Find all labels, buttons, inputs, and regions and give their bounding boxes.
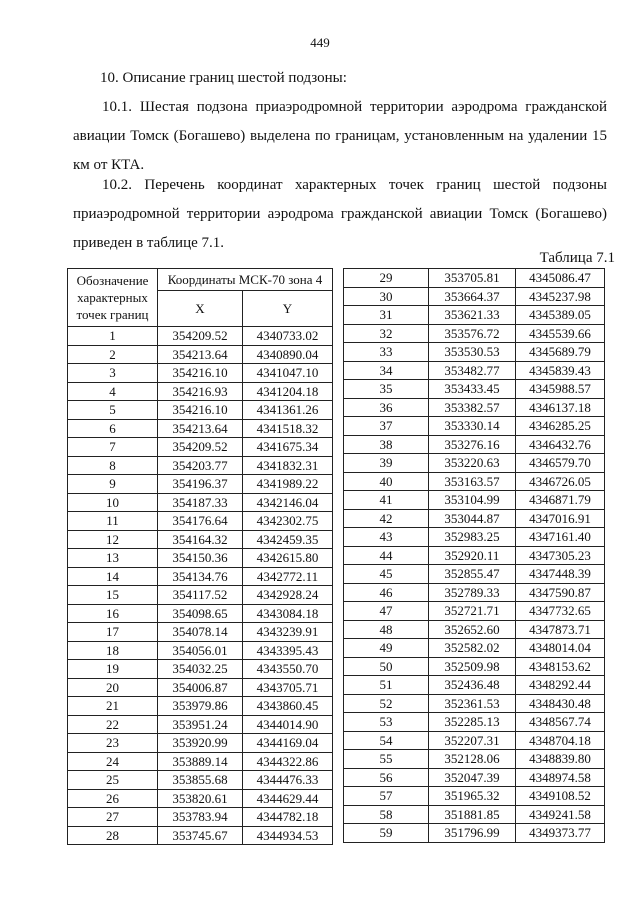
coord-x: 353276.16 — [429, 435, 516, 454]
point-number: 30 — [344, 287, 429, 306]
table-row — [68, 382, 333, 401]
page-number: 449 — [310, 35, 330, 50]
coord-x: 351965.32 — [429, 787, 516, 806]
left-table-body — [68, 327, 333, 845]
table-row — [68, 567, 333, 586]
coord-x: 353044.87 — [429, 509, 516, 528]
point-number: 32 — [344, 324, 429, 343]
point-number: 52 — [344, 694, 429, 713]
coord-y: 4342772.11 — [243, 567, 333, 586]
coord-y: 4343239.91 — [243, 623, 333, 642]
point-number: 1 — [68, 327, 158, 346]
coord-x: 352047.39 — [429, 768, 516, 787]
point-number: 35 — [344, 380, 429, 399]
coord-y: 4344169.04 — [243, 734, 333, 753]
point-number: 33 — [344, 343, 429, 362]
table-row — [68, 734, 333, 753]
coord-x: 351796.99 — [429, 824, 516, 843]
coord-x: 354176.64 — [158, 512, 243, 531]
coord-y: 4345539.66 — [516, 324, 605, 343]
table-row — [344, 787, 605, 806]
table-row — [344, 676, 605, 695]
table-row — [344, 528, 605, 547]
table-row — [68, 808, 333, 827]
table-row — [68, 715, 333, 734]
point-number: 51 — [344, 676, 429, 695]
coord-x: 353920.99 — [158, 734, 243, 753]
table-row — [68, 512, 333, 531]
coord-x: 352436.48 — [429, 676, 516, 695]
point-number: 53 — [344, 713, 429, 732]
table-row — [344, 306, 605, 325]
table-row — [344, 343, 605, 362]
point-number: 14 — [68, 567, 158, 586]
coord-x: 352983.25 — [429, 528, 516, 547]
point-number: 23 — [68, 734, 158, 753]
point-number: 55 — [344, 750, 429, 769]
coord-y: 4343395.43 — [243, 641, 333, 660]
point-number: 27 — [68, 808, 158, 827]
coord-y: 4341989.22 — [243, 475, 333, 494]
coord-x: 353820.61 — [158, 789, 243, 808]
point-number: 13 — [68, 549, 158, 568]
paragraph-10-1: 10.1. Шестая подзона приаэродромной территории аэродрома гражданской авиации Томск (Богашево) выделена по границам, установленным на удалении 15 км от КТА. — [73, 99, 607, 173]
table-row — [68, 678, 333, 697]
coord-y: 4342146.04 — [243, 493, 333, 512]
table-row — [344, 620, 605, 639]
coord-y: 4347732.65 — [516, 602, 605, 621]
coord-y: 4342302.75 — [243, 512, 333, 531]
paragraph-10-2: 10.2. Перечень координат характерных точек границ шестой подзоны приаэродромной территории аэродрома гражданской авиации Томск (Богашево) приведен в таблице 7.1. — [73, 177, 607, 251]
coord-x: 353621.33 — [429, 306, 516, 325]
point-number: 54 — [344, 731, 429, 750]
point-number: 40 — [344, 472, 429, 491]
point-number: 37 — [344, 417, 429, 436]
header-y: Y — [243, 291, 333, 327]
point-number: 19 — [68, 660, 158, 679]
coordinates-table-right — [343, 268, 605, 843]
table-row — [344, 287, 605, 306]
coord-x: 352789.33 — [429, 583, 516, 602]
coord-x: 352652.60 — [429, 620, 516, 639]
coord-x: 354196.37 — [158, 475, 243, 494]
coord-x: 353783.94 — [158, 808, 243, 827]
coord-y: 4341832.31 — [243, 456, 333, 475]
table-row — [344, 750, 605, 769]
point-number: 2 — [68, 345, 158, 364]
coord-y: 4340733.02 — [243, 327, 333, 346]
coord-y: 4348839.80 — [516, 750, 605, 769]
point-number: 29 — [344, 269, 429, 288]
coord-x: 352207.31 — [429, 731, 516, 750]
table-row — [344, 454, 605, 473]
table-row — [344, 324, 605, 343]
table-row — [68, 456, 333, 475]
coord-x: 352361.53 — [429, 694, 516, 713]
table-row — [344, 657, 605, 676]
header-coords: Координаты МСК-70 зона 4 — [158, 269, 333, 291]
coord-y: 4341047.10 — [243, 364, 333, 383]
table-row — [68, 419, 333, 438]
table-row — [68, 475, 333, 494]
coord-y: 4344934.53 — [243, 826, 333, 845]
point-number: 58 — [344, 805, 429, 824]
coord-x: 353163.57 — [429, 472, 516, 491]
point-number: 6 — [68, 419, 158, 438]
coord-x: 353979.86 — [158, 697, 243, 716]
table-row — [68, 697, 333, 716]
point-number: 21 — [68, 697, 158, 716]
coord-x: 354216.93 — [158, 382, 243, 401]
coord-x: 354213.64 — [158, 419, 243, 438]
coord-y: 4343550.70 — [243, 660, 333, 679]
point-number: 5 — [68, 401, 158, 420]
table-row — [344, 435, 605, 454]
table-row — [344, 805, 605, 824]
coord-y: 4342459.35 — [243, 530, 333, 549]
table-row — [344, 602, 605, 621]
coord-y: 4341675.34 — [243, 438, 333, 457]
point-number: 50 — [344, 657, 429, 676]
header-x: X — [158, 291, 243, 327]
table-row — [68, 549, 333, 568]
coord-y: 4345237.98 — [516, 287, 605, 306]
coord-y: 4342615.80 — [243, 549, 333, 568]
coord-x: 353530.53 — [429, 343, 516, 362]
coord-y: 4345689.79 — [516, 343, 605, 362]
coord-x: 353951.24 — [158, 715, 243, 734]
point-number: 56 — [344, 768, 429, 787]
point-number: 39 — [344, 454, 429, 473]
coord-y: 4346432.76 — [516, 435, 605, 454]
table-row — [344, 565, 605, 584]
coord-x: 353664.37 — [429, 287, 516, 306]
table-row — [68, 826, 333, 845]
table-row — [344, 361, 605, 380]
coord-y: 4343084.18 — [243, 604, 333, 623]
table-row — [68, 493, 333, 512]
point-number: 26 — [68, 789, 158, 808]
coord-y: 4345086.47 — [516, 269, 605, 288]
coord-x: 353482.77 — [429, 361, 516, 380]
coord-x: 352582.02 — [429, 639, 516, 658]
table-row — [344, 768, 605, 787]
table-row — [344, 509, 605, 528]
point-number: 42 — [344, 509, 429, 528]
header-point: Обозначение характерных точек границ — [68, 269, 158, 327]
table-row — [68, 771, 333, 790]
coord-y: 4345839.43 — [516, 361, 605, 380]
coord-x: 354187.33 — [158, 493, 243, 512]
coord-y: 4348153.62 — [516, 657, 605, 676]
table-row — [68, 327, 333, 346]
point-number: 38 — [344, 435, 429, 454]
coord-y: 4340890.04 — [243, 345, 333, 364]
table-row — [344, 417, 605, 436]
coord-x: 353855.68 — [158, 771, 243, 790]
coord-x: 353576.72 — [429, 324, 516, 343]
coord-x: 354032.25 — [158, 660, 243, 679]
coord-y: 4343705.71 — [243, 678, 333, 697]
coord-x: 353330.14 — [429, 417, 516, 436]
coord-y: 4347161.40 — [516, 528, 605, 547]
table-row — [68, 401, 333, 420]
coord-x: 353745.67 — [158, 826, 243, 845]
point-number: 57 — [344, 787, 429, 806]
coord-x: 354203.77 — [158, 456, 243, 475]
coord-y: 4349241.58 — [516, 805, 605, 824]
point-number: 3 — [68, 364, 158, 383]
coord-y: 4345389.05 — [516, 306, 605, 325]
coord-x: 354134.76 — [158, 567, 243, 586]
table-row — [344, 639, 605, 658]
coord-x: 354213.64 — [158, 345, 243, 364]
table-row — [68, 604, 333, 623]
point-number: 46 — [344, 583, 429, 602]
point-number: 18 — [68, 641, 158, 660]
coord-y: 4347448.39 — [516, 565, 605, 584]
point-number: 12 — [68, 530, 158, 549]
coord-x: 354150.36 — [158, 549, 243, 568]
table-row — [68, 752, 333, 771]
coord-x: 353220.63 — [429, 454, 516, 473]
coord-y: 4341204.18 — [243, 382, 333, 401]
coord-y: 4348704.18 — [516, 731, 605, 750]
coord-y: 4349108.52 — [516, 787, 605, 806]
table-row — [68, 789, 333, 808]
coord-y: 4344322.86 — [243, 752, 333, 771]
coord-x: 354209.52 — [158, 438, 243, 457]
table-row — [344, 380, 605, 399]
coord-y: 4346726.05 — [516, 472, 605, 491]
point-number: 8 — [68, 456, 158, 475]
point-number: 44 — [344, 546, 429, 565]
coordinates-table-left — [67, 268, 333, 845]
coord-y: 4348974.58 — [516, 768, 605, 787]
coord-x: 353433.45 — [429, 380, 516, 399]
point-number: 15 — [68, 586, 158, 605]
point-number: 45 — [344, 565, 429, 584]
coord-y: 4346285.25 — [516, 417, 605, 436]
table-row — [68, 641, 333, 660]
coord-y: 4347305.23 — [516, 546, 605, 565]
point-number: 31 — [344, 306, 429, 325]
coord-y: 4346579.70 — [516, 454, 605, 473]
coord-x: 352920.11 — [429, 546, 516, 565]
coord-y: 4341361.26 — [243, 401, 333, 420]
coord-x: 354216.10 — [158, 364, 243, 383]
coord-x: 354056.01 — [158, 641, 243, 660]
coord-y: 4344629.44 — [243, 789, 333, 808]
section-heading: 10. Описание границ шестой подзоны: — [100, 70, 347, 86]
coord-y: 4341518.32 — [243, 419, 333, 438]
table-row — [344, 546, 605, 565]
point-number: 7 — [68, 438, 158, 457]
coord-x: 352509.98 — [429, 657, 516, 676]
table-row — [344, 583, 605, 602]
coord-x: 353889.14 — [158, 752, 243, 771]
point-number: 4 — [68, 382, 158, 401]
coord-x: 353705.81 — [429, 269, 516, 288]
coord-x: 351881.85 — [429, 805, 516, 824]
coord-x: 354216.10 — [158, 401, 243, 420]
table-row — [68, 364, 333, 383]
coord-y: 4348430.48 — [516, 694, 605, 713]
point-number: 49 — [344, 639, 429, 658]
coord-x: 352721.71 — [429, 602, 516, 621]
point-number: 24 — [68, 752, 158, 771]
point-number: 41 — [344, 491, 429, 510]
table-row — [68, 530, 333, 549]
coord-x: 352128.06 — [429, 750, 516, 769]
coord-x: 354078.14 — [158, 623, 243, 642]
point-number: 10 — [68, 493, 158, 512]
table-row — [344, 694, 605, 713]
coord-y: 4347016.91 — [516, 509, 605, 528]
coord-y: 4345988.57 — [516, 380, 605, 399]
point-number: 28 — [68, 826, 158, 845]
coord-y: 4344476.33 — [243, 771, 333, 790]
point-number: 9 — [68, 475, 158, 494]
coord-y: 4346137.18 — [516, 398, 605, 417]
coord-y: 4344782.18 — [243, 808, 333, 827]
coord-y: 4347590.87 — [516, 583, 605, 602]
coord-x: 354164.32 — [158, 530, 243, 549]
table-row — [344, 398, 605, 417]
point-number: 25 — [68, 771, 158, 790]
point-number: 59 — [344, 824, 429, 843]
table-caption: Таблица 7.1 — [539, 250, 615, 266]
table-row — [68, 438, 333, 457]
point-number: 36 — [344, 398, 429, 417]
table-row — [344, 491, 605, 510]
coord-x: 354209.52 — [158, 327, 243, 346]
coord-y: 4343860.45 — [243, 697, 333, 716]
coord-x: 354006.87 — [158, 678, 243, 697]
table-row — [344, 824, 605, 843]
point-number: 16 — [68, 604, 158, 623]
coord-y: 4347873.71 — [516, 620, 605, 639]
point-number: 48 — [344, 620, 429, 639]
coord-y: 4348567.74 — [516, 713, 605, 732]
table-row — [68, 623, 333, 642]
table-row — [68, 660, 333, 679]
table-row — [344, 731, 605, 750]
point-number: 11 — [68, 512, 158, 531]
table-row — [68, 586, 333, 605]
right-table-body — [344, 269, 605, 843]
point-number: 43 — [344, 528, 429, 547]
table-row — [68, 345, 333, 364]
coord-x: 353382.57 — [429, 398, 516, 417]
point-number: 17 — [68, 623, 158, 642]
point-number: 22 — [68, 715, 158, 734]
coord-y: 4348292.44 — [516, 676, 605, 695]
point-number: 34 — [344, 361, 429, 380]
coord-x: 352855.47 — [429, 565, 516, 584]
table-row — [344, 713, 605, 732]
coord-x: 354117.52 — [158, 586, 243, 605]
table-row — [344, 472, 605, 491]
coord-y: 4344014.90 — [243, 715, 333, 734]
point-number: 47 — [344, 602, 429, 621]
point-number: 20 — [68, 678, 158, 697]
coord-x: 352285.13 — [429, 713, 516, 732]
table-row — [344, 269, 605, 288]
coord-x: 354098.65 — [158, 604, 243, 623]
coord-x: 353104.99 — [429, 491, 516, 510]
coord-y: 4346871.79 — [516, 491, 605, 510]
coord-y: 4342928.24 — [243, 586, 333, 605]
coord-y: 4348014.04 — [516, 639, 605, 658]
coord-y: 4349373.77 — [516, 824, 605, 843]
